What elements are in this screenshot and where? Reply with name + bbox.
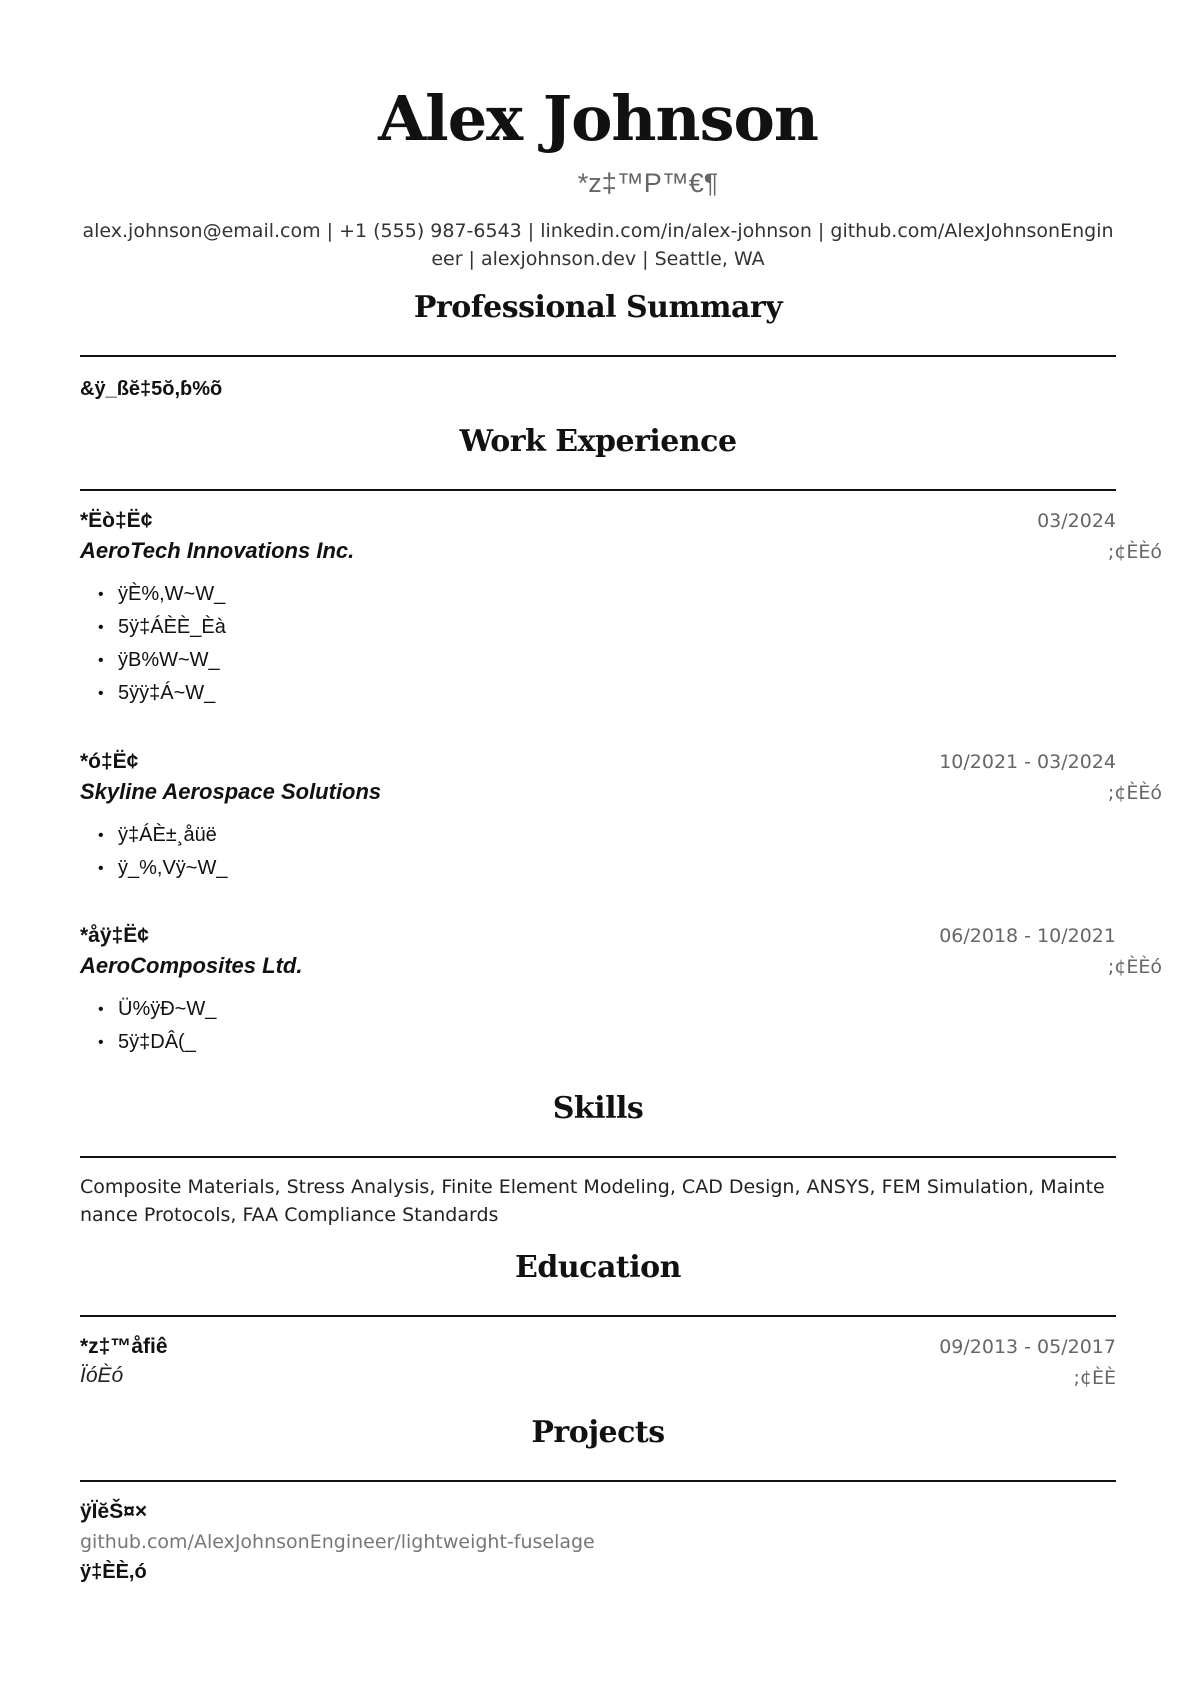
education-degree: ÏóÈó [80, 1364, 124, 1387]
education-date: 09/2013 - 05/2017 [939, 1336, 1116, 1358]
job-date: 10/2021 - 03/2024 [939, 751, 1116, 773]
summary-text: &ÿ_ßĕ‡5ŏ,ɓ%õ [80, 378, 223, 400]
list-item: • ÿ_%,Vÿ~W_ [98, 852, 227, 885]
candidate-name: Alex Johnson [378, 82, 818, 155]
section-rule [80, 1315, 1116, 1317]
section-title-summary: Professional Summary [413, 290, 783, 325]
section-title-skills: Skills [552, 1091, 644, 1126]
project-name: ÿÏĕŠ¤× [80, 1500, 148, 1523]
skills-text: Composite Materials, Stress Analysis, Finite Element Modeling, CAD Design, ANSYS, FEM Simulation, Maintenance Protocols, FAA Compliance Standards [80, 1176, 1105, 1226]
job-company: Skyline Aerospace Solutions [80, 779, 382, 804]
section-rule [80, 355, 1116, 357]
job-location: ;¢ÈÈó [1107, 956, 1162, 978]
job-location: ;¢ÈÈó [1107, 541, 1162, 563]
list-item: • ÿB%W~W_ [98, 644, 226, 677]
list-item: • 5ÿÿ‡Á~W_ [98, 677, 226, 710]
candidate-subtitle: *z‡™P™€¶ [577, 168, 719, 198]
list-item: • ÿÈ%,W~W_ [98, 578, 226, 611]
section-title-experience: Work Experience [459, 424, 737, 459]
list-item: • Ü%ÿÐ~W_ [98, 993, 216, 1026]
section-rule [80, 1156, 1116, 1158]
job-bullets [98, 578, 226, 710]
job-title: *Ëò‡Ë¢ [80, 509, 153, 532]
project-description: ÿ‡ÈÈ,ó [80, 1561, 147, 1583]
section-title-education: Education [515, 1250, 681, 1285]
education-school: *z‡™åfiê [80, 1335, 168, 1358]
section-rule [80, 489, 1116, 491]
job-company: AeroTech Innovations Inc. [80, 538, 355, 563]
list-item: • 5ÿ‡DÂ(_ [98, 1026, 216, 1059]
education-location: ;¢ÈÈ [1073, 1367, 1116, 1389]
job-company: AeroComposites Ltd. [80, 953, 303, 978]
contact-line: alex.johnson@email.com | +1 (555) 987-6543 | linkedin.com/in/alex-johnson | github.com/AlexJohnsonEngineer | alexjohnson.dev | Seattle, WA [82, 220, 1114, 270]
job-title: *ó‡Ë¢ [80, 750, 139, 773]
job-bullets [98, 819, 227, 885]
project-link[interactable]: github.com/AlexJohnsonEngineer/lightweight-fuselage [80, 1531, 595, 1553]
list-item: • ÿ‡ÁÈ±¸åüë [98, 819, 227, 852]
job-title: *åÿ‡Ë¢ [80, 924, 149, 947]
job-date: 03/2024 [1037, 510, 1116, 532]
section-rule [80, 1480, 1116, 1482]
section-title-projects: Projects [531, 1415, 665, 1450]
job-date: 06/2018 - 10/2021 [939, 925, 1116, 947]
job-bullets [98, 993, 216, 1059]
list-item: • 5ÿ‡ÁÈÈ_Èà [98, 611, 226, 644]
job-location: ;¢ÈÈó [1107, 782, 1162, 804]
